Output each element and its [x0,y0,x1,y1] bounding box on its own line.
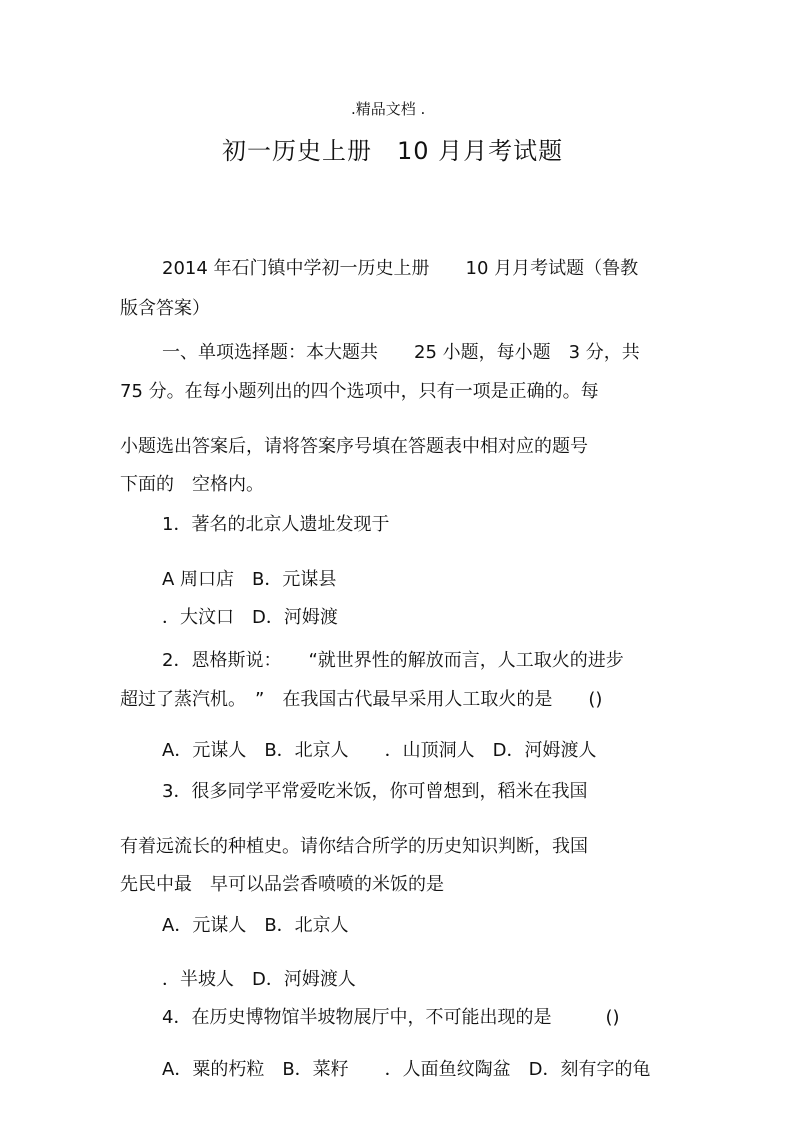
question-2-line-1: 2．恩格斯说： “就世界性的解放而言，人工取火的进步 [162,650,624,671]
intro-line-2: 版含答案） [120,298,210,319]
question-3-line-2: 有着远流长的种植史。请你结合所学的历史知识判断，我国 [120,836,588,857]
question-3-line-3: 先民中最 早可以品尝香喷喷的米饭的是 [120,874,444,895]
question-4: 4．在历史博物馆半坡物展厅中，不可能出现的是 () [162,1007,620,1028]
question-1-options-2: ．大汶口 D．河姆渡 [162,607,338,628]
question-2-options: A．元谋人 B．北京人 ．山顶洞人 D．河姆渡人 [162,740,597,761]
question-1-options-1: A 周口店 B．元谋县 [162,569,337,590]
instruction-line-1: 一、单项选择题：本大题共 25 小题，每小题 3 分，共 [162,342,640,363]
instruction-line-2: 75 分。在每小题列出的四个选项中，只有一项是正确的。每 [120,381,599,402]
instruction-line-3: 小题选出答案后，请将答案序号填在答题表中相对应的题号 [120,436,588,457]
question-3-options-1: A．元谋人 B．北京人 [162,915,349,936]
question-4-options: A．粟的朽粒 B．菜籽 ．人面鱼纹陶盆 D．刻有字的龟 [162,1059,651,1080]
question-3-options-2: ．半坡人 D．河姆渡人 [162,969,356,990]
question-2-line-2: 超过了蒸汽机。 ” 在我国古代最早采用人工取火的是 () [120,689,603,710]
question-1: 1．著名的北京人遗址发现于 [162,514,390,535]
question-3-line-1: 3．很多同学平常爱吃米饭，你可曾想到，稻米在我国 [162,781,588,802]
page-title: 初一历史上册 10 月月考试题 [222,137,564,165]
instruction-line-4: 下面的 空格内。 [120,474,264,495]
intro-line-1: 2014 年石门镇中学初一历史上册 10 月月考试题（鲁教 [162,258,639,279]
page-header: .精品文档 . [351,100,426,118]
